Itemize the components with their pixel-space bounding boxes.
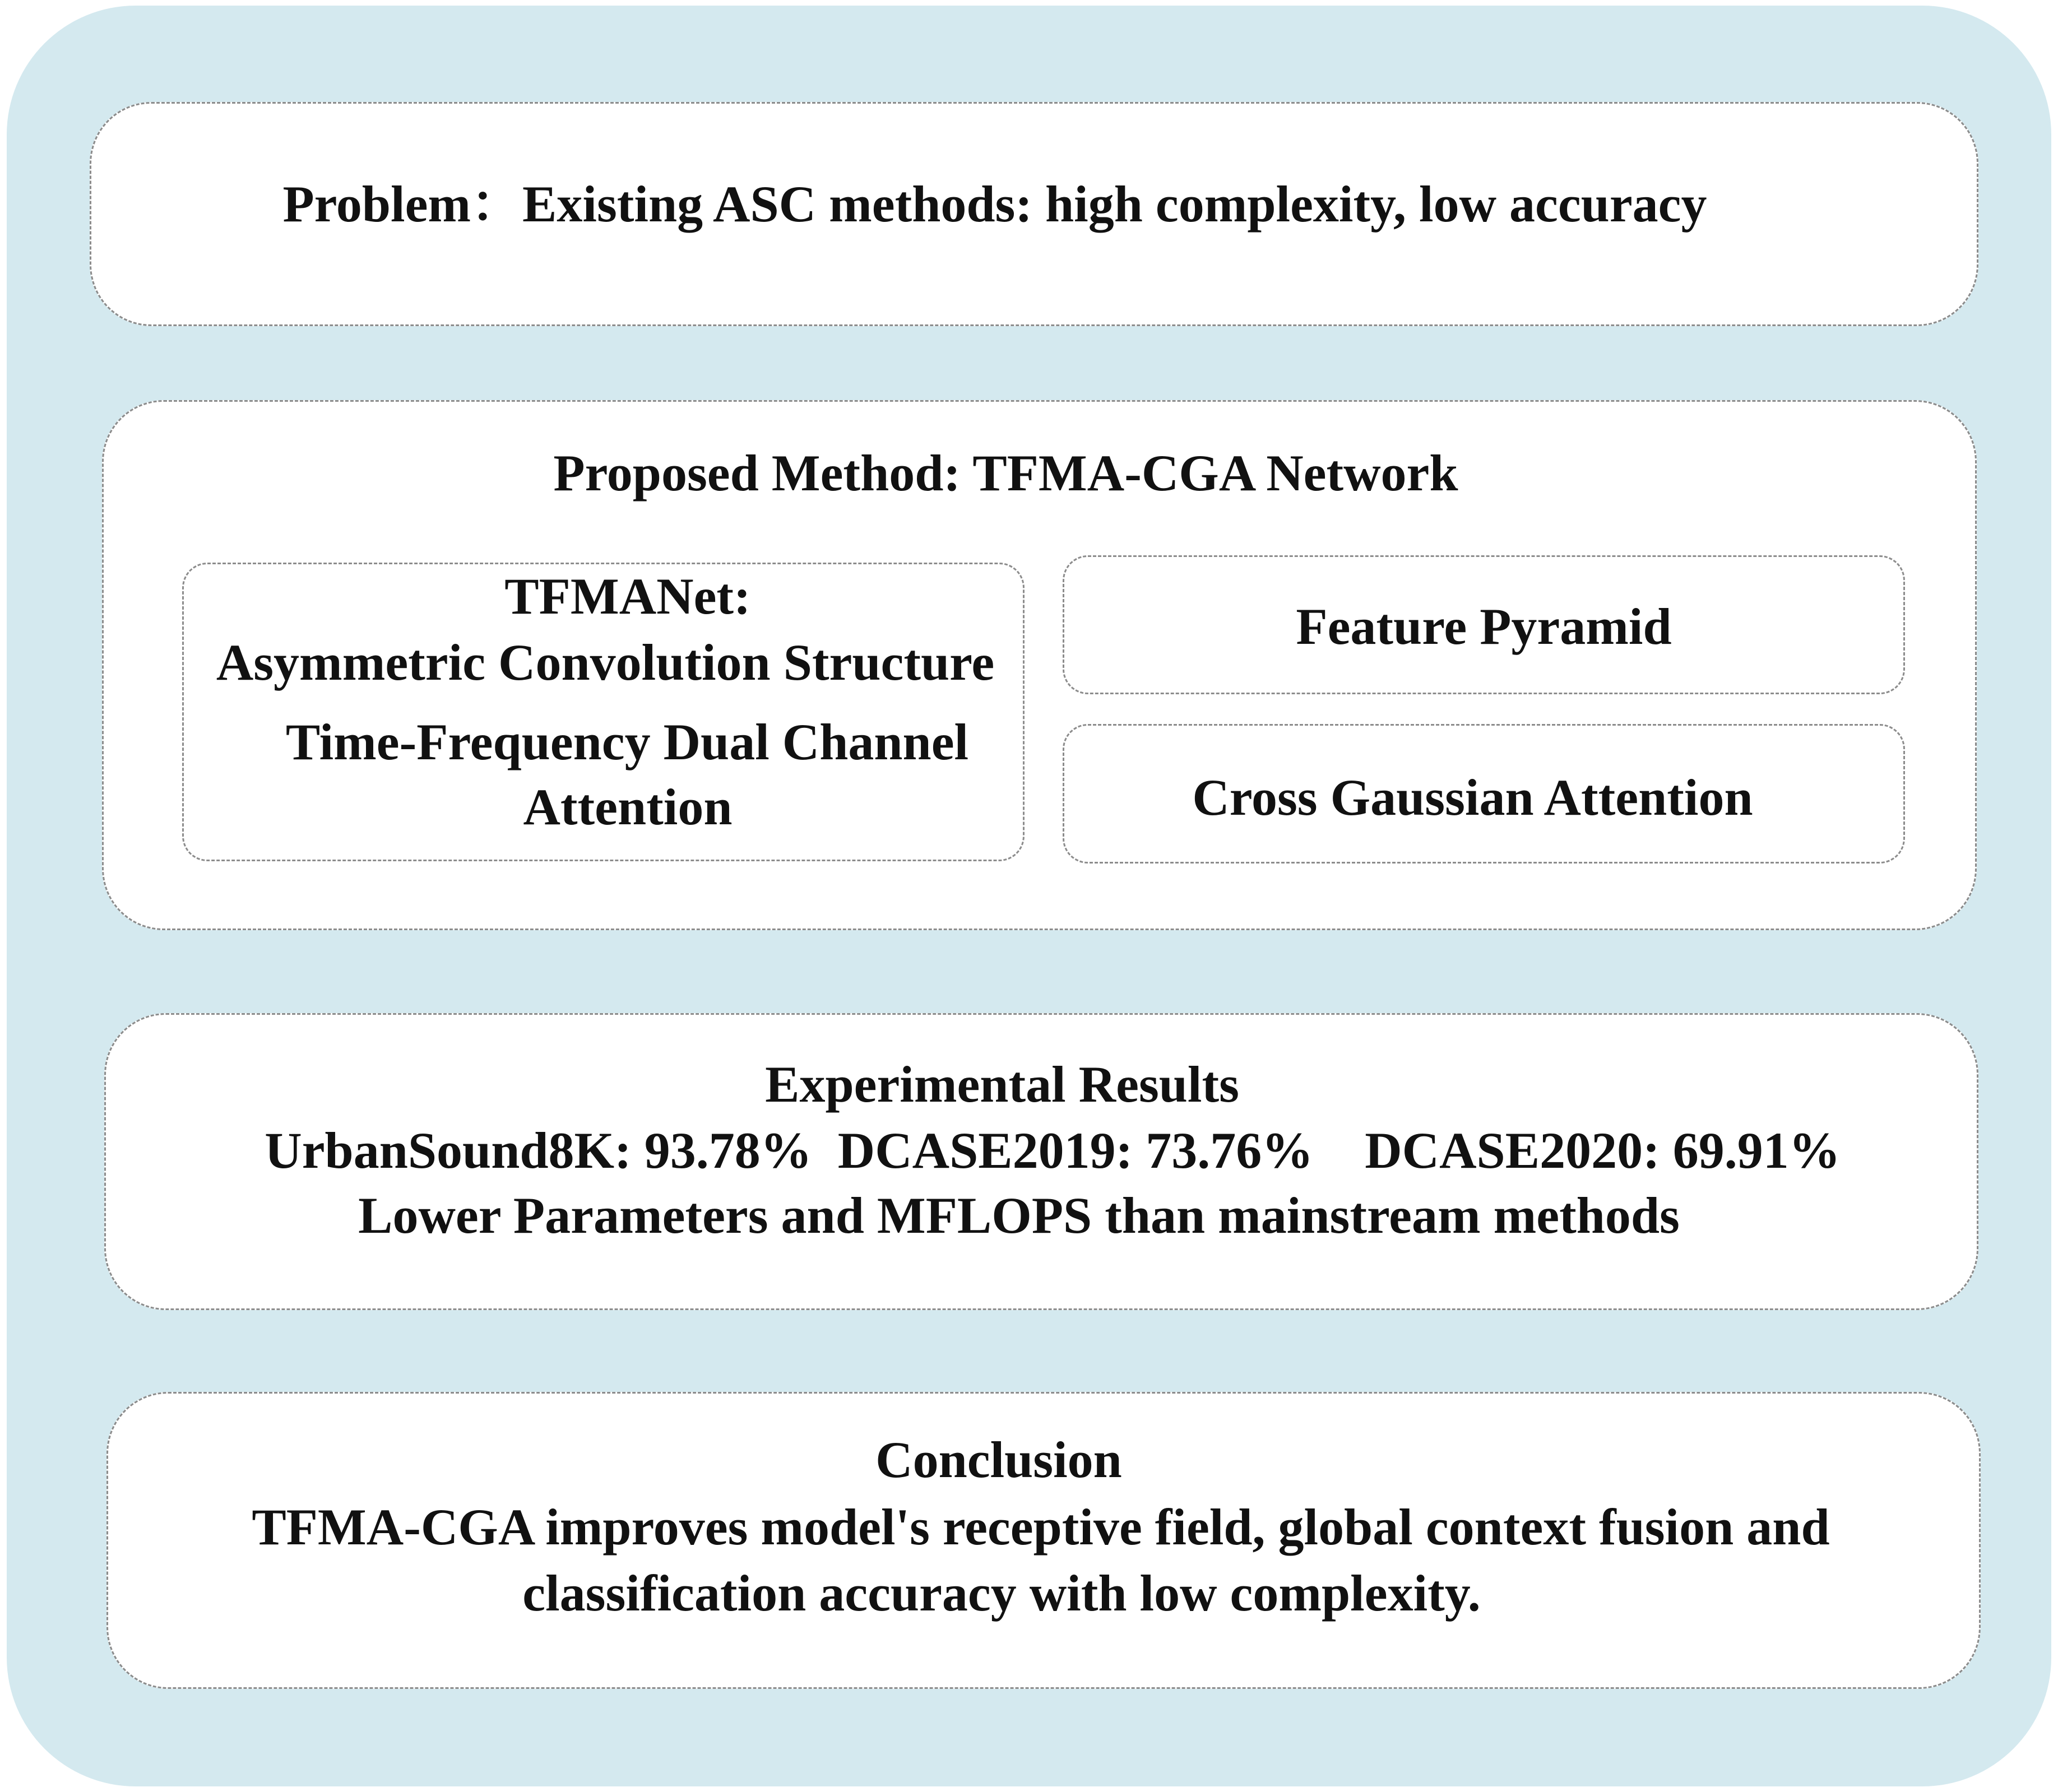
conclusion-line-1: TFMA-CGA improves model's receptive field, global context fusion and <box>252 1498 1830 1556</box>
conclusion-title: Conclusion <box>875 1431 1122 1488</box>
problem-box <box>90 102 1978 326</box>
cross-gaussian-box <box>1063 724 1905 863</box>
tfmanet-dual-channel-label: Time-Frequency Dual Channel <box>285 713 969 770</box>
cross-gaussian-label: Cross Gaussian Attention <box>1192 769 1753 826</box>
feature-pyramid-box <box>1063 555 1905 694</box>
results-title: Experimental Results <box>765 1056 1239 1113</box>
feature-pyramid-label: Feature Pyramid <box>1296 598 1672 655</box>
tfmanet-attention-label: Attention <box>523 778 733 835</box>
conclusion-line-2: classification accuracy with low complexity. <box>522 1564 1481 1622</box>
method-title: Proposed Method: TFMA-CGA Network <box>553 444 1458 502</box>
results-complexity: Lower Parameters and MFLOPS than mainstream methods <box>358 1187 1680 1244</box>
results-box <box>104 1013 1978 1310</box>
tfmanet-title: TFMANet: <box>504 568 751 625</box>
conclusion-box <box>106 1392 1981 1689</box>
tfmanet-asymmetric-label: Asymmetric Convolution Structure <box>216 634 995 691</box>
problem-text: Problem：Existing ASC methods: high complexity, low accuracy <box>282 175 1707 233</box>
results-metrics: UrbanSound8K: 93.78% DCASE2019: 73.76% DCASE2020: 69.91% <box>265 1122 1841 1179</box>
